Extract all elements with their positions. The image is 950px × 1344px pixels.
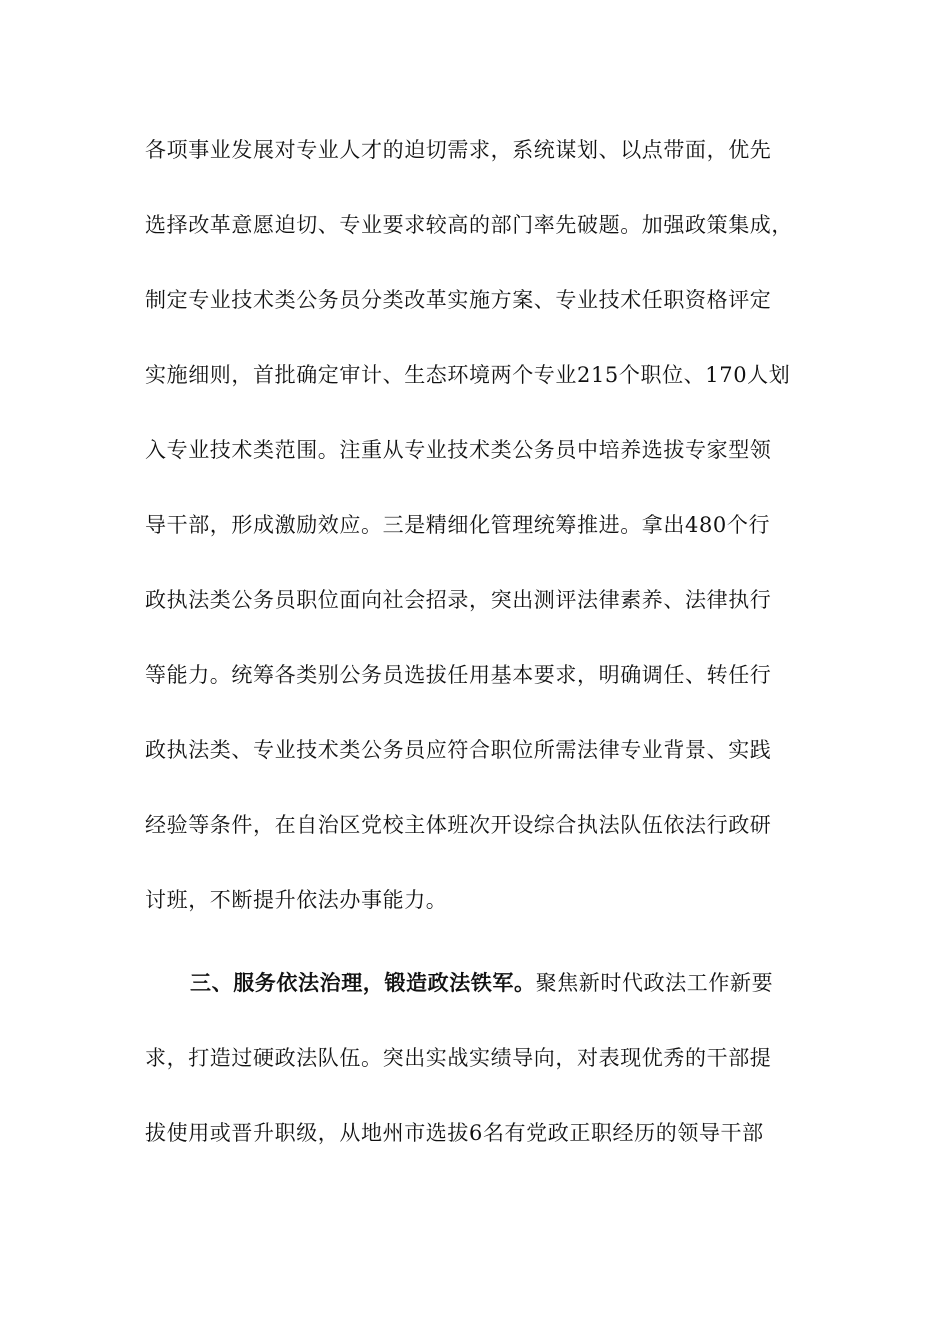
- paragraph-line: 选择改革意愿迫切、专业要求较高的部门率先破题。加强政策集成，: [145, 213, 793, 237]
- paragraph-line: 政执法类公务员职位面向社会招录，突出测评法律素养、法律执行: [145, 588, 772, 612]
- paragraph-line: 导干部，形成激励效应。三是精细化管理统筹推进。拿出480个行: [145, 513, 771, 537]
- paragraph-line: 制定专业技术类公务员分类改革实施方案、专业技术任职资格评定: [145, 288, 772, 312]
- paragraph-line: 实施细则，首批确定审计、生态环境两个专业215个职位、170人划: [145, 363, 791, 387]
- section-heading-line: [190, 963, 805, 1003]
- section-heading: 三、服务依法治理，锻造政法铁军。: [190, 970, 536, 995]
- paragraph-line: 入专业技术类范围。注重从专业技术类公务员中培养选拔专家型领: [145, 438, 772, 462]
- paragraph-text: 聚焦新时代政法工作新要: [535, 971, 774, 995]
- paragraph-line: 政执法类、专业技术类公务员应符合职位所需法律专业背景、实践: [145, 738, 772, 762]
- paragraph-line: 各项事业发展对专业人才的迫切需求，系统谋划、以点带面，优先: [145, 138, 772, 162]
- paragraph-line: 经验等条件，在自治区党校主体班次开设综合执法队伍依法行政研: [145, 813, 772, 837]
- paragraph-line: 讨班，不断提升依法办事能力。: [145, 888, 448, 912]
- paragraph-line: 求，打造过硬政法队伍。突出实战实绩导向，对表现优秀的干部提: [145, 1046, 772, 1070]
- paragraph-line: 拔使用或晋升职级，从地州市选拔6名有党政正职经历的领导干部: [145, 1121, 764, 1145]
- paragraph-line: 等能力。统筹各类别公务员选拔任用基本要求，明确调任、转任行: [145, 663, 772, 687]
